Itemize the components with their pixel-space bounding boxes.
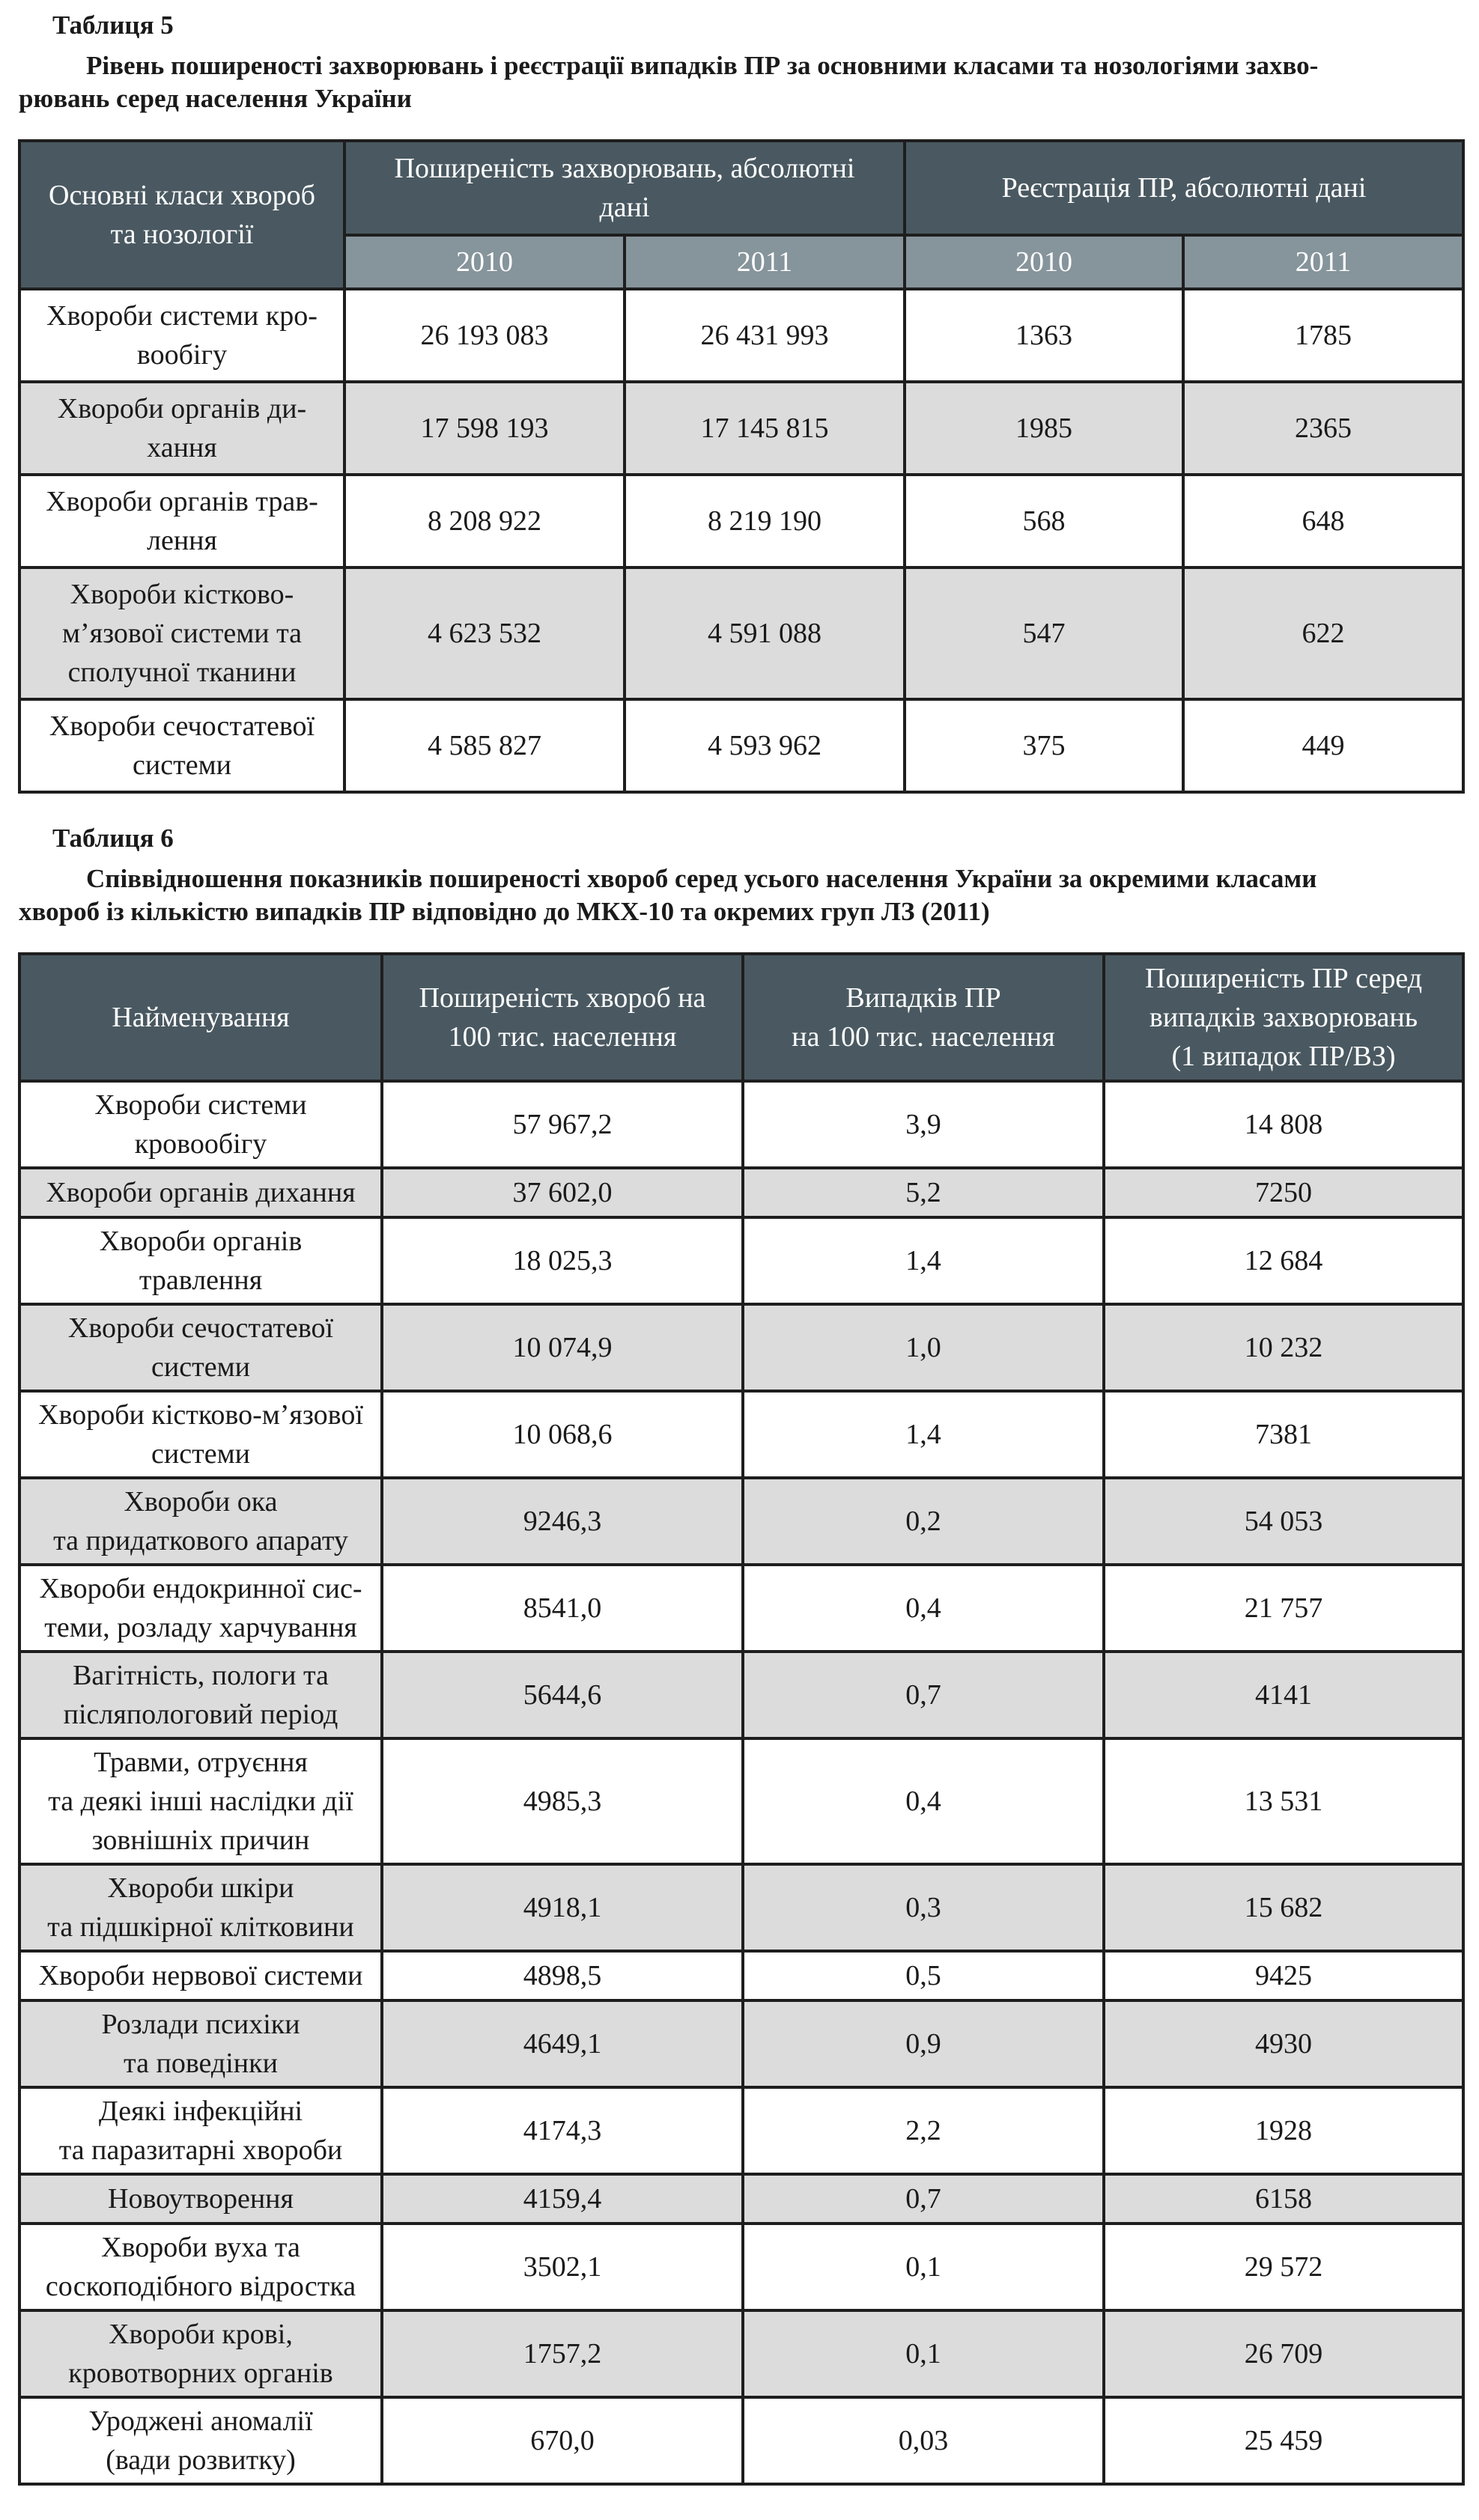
table6-caption-line1: Співвідношення показників поширеності хвороб серед усього населення України за окремими класами (86, 864, 1317, 893)
disease-class-line: Хвороби органів трав- (46, 486, 318, 517)
value-cell: 0,7 (743, 2174, 1104, 2224)
table6-header-ratio-line: Поширеність ПР серед (1144, 963, 1423, 994)
disease-class-cell (19, 1478, 382, 1565)
value-cell: 3502,1 (382, 2224, 743, 2310)
value-cell: 3,9 (743, 1081, 1104, 1168)
value-cell: 2365 (1183, 382, 1463, 475)
value-cell: 0,4 (743, 1565, 1104, 1652)
value-cell: 4649,1 (382, 2000, 743, 2087)
value-cell: 12 684 (1104, 1217, 1463, 1304)
disease-class-line: м’язової системи та (61, 618, 303, 649)
value-cell: 1757,2 (382, 2310, 743, 2397)
table5-number: Таблиця 5 (52, 10, 174, 40)
value-cell: 7250 (1104, 1168, 1463, 1217)
value-cell: 0,03 (743, 2397, 1104, 2484)
value-cell: 8 208 922 (344, 475, 625, 567)
table6-caption-line2: хвороб із кількістю випадків ПР відповідно до МКХ-10 та окремих груп ЛЗ (2011) (19, 897, 990, 926)
value-cell: 7381 (1104, 1391, 1463, 1478)
value-cell: 21 757 (1104, 1565, 1463, 1652)
table-row (19, 1304, 1463, 1391)
disease-class-line: післяпологовий період (63, 1699, 338, 1730)
disease-class-line: системи (151, 1438, 250, 1470)
value-cell: 670,0 (382, 2397, 743, 2484)
table6-header-prevalence (382, 954, 743, 1081)
value-cell: 26 193 083 (344, 289, 625, 382)
disease-class-line: Хвороби вуха та (101, 2232, 300, 2263)
disease-class-cell (19, 475, 344, 567)
table-row (19, 1391, 1463, 1478)
table-row (19, 1565, 1463, 1652)
disease-class-line: Хвороби кістково- (70, 579, 294, 610)
value-cell: 622 (1183, 567, 1463, 699)
disease-class-line: Хвороби нервової системи (38, 1960, 363, 1991)
disease-class-line: та деякі інші наслідки дії (48, 1786, 353, 1817)
table-row (19, 1081, 1463, 1168)
disease-class-line: Уроджені аномалії (88, 2405, 313, 2437)
table6-header-cases-line: на 100 тис. населення (792, 1021, 1055, 1053)
table6-caption (19, 862, 1423, 928)
table-row (19, 2310, 1463, 2397)
disease-class-line: лення (147, 525, 217, 556)
disease-class-cell (19, 1951, 382, 2000)
disease-class-line: та поведінки (124, 2048, 278, 2079)
table5-header-prevalence-line1: Поширеність захворювань, абсолютні (394, 153, 855, 184)
value-cell: 29 572 (1104, 2224, 1463, 2310)
disease-class-cell (19, 1081, 382, 1168)
disease-class-cell (19, 567, 344, 699)
disease-class-line: травлення (139, 1264, 263, 1296)
table6-header-row (19, 954, 1463, 1081)
table5-header-class-line1: Основні класи хвороб (49, 180, 315, 211)
disease-class-line: кровотворних органів (68, 2358, 333, 2389)
value-cell: 568 (905, 475, 1183, 567)
disease-class-line: (вади розвитку) (106, 2444, 296, 2476)
value-cell: 449 (1183, 699, 1463, 792)
table6-header-prevalence-line: 100 тис. населення (448, 1021, 677, 1053)
table5-year: 2011 (625, 235, 905, 289)
value-cell: 10 074,9 (382, 1304, 743, 1391)
value-cell: 54 053 (1104, 1478, 1463, 1565)
disease-class-cell (19, 699, 344, 792)
table6 (18, 952, 1465, 2486)
disease-class-cell (19, 1864, 382, 1951)
table6-header-ratio-line: (1 випадок ПР/ВЗ) (1171, 1041, 1396, 1072)
value-cell: 8 219 190 (625, 475, 905, 567)
value-cell: 4159,4 (382, 2174, 743, 2224)
value-cell: 0,1 (743, 2224, 1104, 2310)
disease-class-line: та підшкірної клітковини (47, 1911, 354, 1943)
value-cell: 1785 (1183, 289, 1463, 382)
disease-class-line: теми, розладу харчування (44, 1612, 357, 1643)
value-cell: 4174,3 (382, 2087, 743, 2174)
value-cell: 10 232 (1104, 1304, 1463, 1391)
value-cell: 1363 (905, 289, 1183, 382)
table6-header-cases (743, 954, 1104, 1081)
disease-class-cell (19, 1391, 382, 1478)
value-cell: 1985 (905, 382, 1183, 475)
value-cell: 4 591 088 (625, 567, 905, 699)
table6-header-name: Найменування (19, 954, 382, 1081)
disease-class-line: Розлади психіки (101, 2009, 300, 2040)
table6-number: Таблиця 6 (52, 824, 174, 853)
table5-header-row (19, 141, 1463, 235)
disease-class-cell (19, 1652, 382, 1738)
disease-class-cell (19, 2310, 382, 2397)
disease-class-line: соскоподібного відростка (45, 2271, 356, 2302)
value-cell: 547 (905, 567, 1183, 699)
disease-class-line: Вагітність, пологи та (73, 1660, 329, 1691)
value-cell: 57 967,2 (382, 1081, 743, 1168)
table-row (19, 382, 1463, 475)
disease-class-line: та придаткового апарату (53, 1525, 348, 1556)
table-row (19, 1168, 1463, 1217)
value-cell: 14 808 (1104, 1081, 1463, 1168)
value-cell: 4 623 532 (344, 567, 625, 699)
table-row (19, 2224, 1463, 2310)
table-row (19, 1478, 1463, 1565)
table-row (19, 289, 1463, 382)
table6-header-prevalence-line: Поширеність хвороб на (419, 982, 706, 1014)
value-cell: 648 (1183, 475, 1463, 567)
disease-class-cell (19, 1168, 382, 1217)
disease-class-line: Хвороби ока (124, 1486, 278, 1518)
value-cell: 0,4 (743, 1738, 1104, 1864)
disease-class-cell (19, 1565, 382, 1652)
table5-body (19, 289, 1463, 792)
disease-class-cell (19, 1304, 382, 1391)
value-cell: 0,9 (743, 2000, 1104, 2087)
table5-year: 2011 (1183, 235, 1463, 289)
disease-class-line: Хвороби крові, (109, 2319, 293, 2350)
disease-class-line: хання (147, 432, 217, 463)
table-row (19, 1652, 1463, 1738)
table5-header-class (19, 141, 344, 289)
table5-year: 2010 (905, 235, 1183, 289)
table5-header-prevalence (344, 141, 905, 235)
value-cell: 4985,3 (382, 1738, 743, 1864)
value-cell: 26 431 993 (625, 289, 905, 382)
table6-header-ratio (1104, 954, 1463, 1081)
value-cell: 4141 (1104, 1652, 1463, 1738)
value-cell: 17 598 193 (344, 382, 625, 475)
value-cell: 8541,0 (382, 1565, 743, 1652)
table6-header-ratio-line: випадків захворювань (1149, 1002, 1418, 1033)
value-cell: 4 585 827 (344, 699, 625, 792)
disease-class-line: системи (151, 1351, 250, 1383)
value-cell: 4918,1 (382, 1864, 743, 1951)
value-cell: 18 025,3 (382, 1217, 743, 1304)
value-cell: 4898,5 (382, 1951, 743, 2000)
disease-class-line: Хвороби кістково-м’язової (38, 1399, 363, 1431)
disease-class-line: сполучної тканини (67, 657, 297, 688)
table-row (19, 2397, 1463, 2484)
disease-class-line: Хвороби системи (94, 1089, 307, 1121)
table5-caption (19, 49, 1423, 115)
value-cell: 9425 (1104, 1951, 1463, 2000)
disease-class-cell (19, 2224, 382, 2310)
value-cell: 375 (905, 699, 1183, 792)
table-row (19, 475, 1463, 567)
table-row (19, 1738, 1463, 1864)
table-row (19, 1951, 1463, 2000)
disease-class-line: Травми, отруєння (94, 1747, 308, 1778)
value-cell: 1,4 (743, 1217, 1104, 1304)
value-cell: 13 531 (1104, 1738, 1463, 1864)
table-row (19, 2087, 1463, 2174)
value-cell: 6158 (1104, 2174, 1463, 2224)
value-cell: 26 709 (1104, 2310, 1463, 2397)
disease-class-line: Деякі інфекційні (98, 2096, 303, 2127)
disease-class-line: Хвороби органів дихання (46, 1177, 356, 1208)
value-cell: 5,2 (743, 1168, 1104, 1217)
table5-year: 2010 (344, 235, 625, 289)
value-cell: 37 602,0 (382, 1168, 743, 1217)
value-cell: 4930 (1104, 2000, 1463, 2087)
table6-header-cases-line: Випадків ПР (845, 982, 1001, 1014)
disease-class-line: вообігу (136, 339, 228, 371)
disease-class-line: та паразитарні хвороби (58, 2134, 343, 2166)
value-cell: 1,0 (743, 1304, 1104, 1391)
table-row (19, 567, 1463, 699)
value-cell: 1928 (1104, 2087, 1463, 2174)
disease-class-cell (19, 1217, 382, 1304)
value-cell: 2,2 (743, 2087, 1104, 2174)
value-cell: 5644,6 (382, 1652, 743, 1738)
disease-class-cell (19, 289, 344, 382)
value-cell: 0,2 (743, 1478, 1104, 1565)
disease-class-line: Хвороби системи кро- (46, 300, 318, 332)
table5-header-prevalence-line2: дані (599, 192, 650, 223)
value-cell: 0,1 (743, 2310, 1104, 2397)
table-row (19, 1864, 1463, 1951)
value-cell: 4 593 962 (625, 699, 905, 792)
disease-class-cell (19, 2087, 382, 2174)
table5 (18, 139, 1465, 794)
value-cell: 0,5 (743, 1951, 1104, 2000)
disease-class-cell (19, 382, 344, 475)
table-row (19, 1217, 1463, 1304)
disease-class-line: Хвороби шкіри (107, 1872, 294, 1904)
table6-body (19, 1081, 1463, 2484)
table5-header-class-line2: та нозології (110, 219, 254, 250)
disease-class-line: Хвороби сечостатевої (67, 1312, 334, 1344)
table5-caption-line2: рювань серед населення України (19, 84, 412, 113)
value-cell: 17 145 815 (625, 382, 905, 475)
disease-class-cell (19, 2397, 382, 2484)
table-row (19, 699, 1463, 792)
value-cell: 10 068,6 (382, 1391, 743, 1478)
disease-class-line: Хвороби ендокринної сис- (39, 1573, 362, 1604)
table-row (19, 2000, 1463, 2087)
disease-class-line: кровообігу (134, 1128, 267, 1160)
value-cell: 0,3 (743, 1864, 1104, 1951)
disease-class-cell (19, 1738, 382, 1864)
value-cell: 25 459 (1104, 2397, 1463, 2484)
disease-class-line: Хвороби сечостатевої (49, 710, 315, 742)
disease-class-line: Хвороби органів (99, 1226, 303, 1257)
value-cell: 9246,3 (382, 1478, 743, 1565)
disease-class-line: зовнішніх причин (91, 1824, 310, 1856)
value-cell: 15 682 (1104, 1864, 1463, 1951)
value-cell: 0,7 (743, 1652, 1104, 1738)
disease-class-line: системи (133, 749, 231, 781)
value-cell: 1,4 (743, 1391, 1104, 1478)
disease-class-cell (19, 2174, 382, 2224)
disease-class-line: Новоутворення (108, 2183, 294, 2215)
disease-class-cell (19, 2000, 382, 2087)
disease-class-line: Хвороби органів ди- (57, 393, 307, 424)
table-row (19, 2174, 1463, 2224)
table5-caption-line1: Рівень поширеності захворювань і реєстрації випадків ПР за основними класами та нозологіями захво- (86, 51, 1319, 80)
table5-header-registration: Реєстрація ПР, абсолютні дані (905, 141, 1463, 235)
